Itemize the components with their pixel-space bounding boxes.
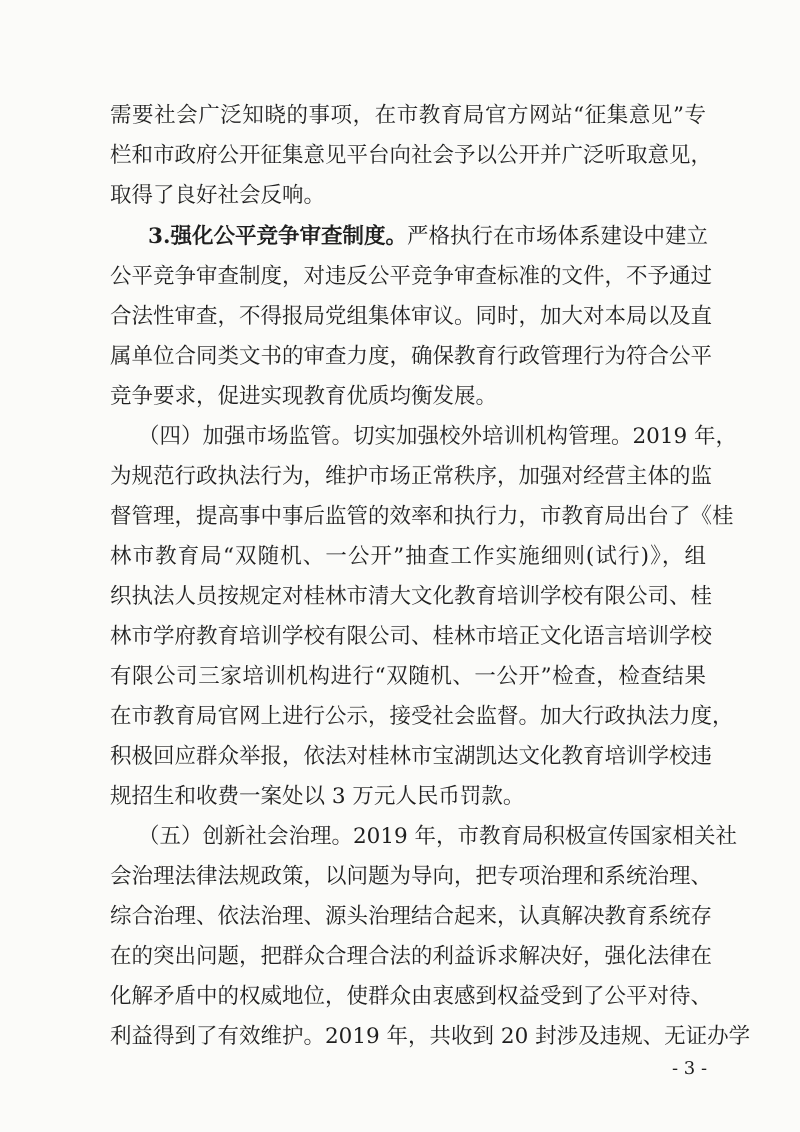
text-line-content: 严格执行在市场体系建设中建立 [406,224,708,249]
text-line: 合法性审查，不得报局党组集体审议。同时，加大对本局以及直 [110,304,713,329]
text-line: 利益得到了有效维护。2019 年，共收到 20 封涉及违规、无证办学 [110,1024,751,1049]
text-line: 需要社会广泛知晓的事项，在市教育局官方网站“征集意见”专 [110,103,706,128]
text-line: 竞争要求，促进实现教育优质均衡发展。 [110,384,498,409]
text-line: 积极回应群众举报，依法对桂林市宝湖凯达文化教育培训学校违 [110,744,713,769]
text-line: 在市教育局官网上进行公示，接受社会监督。加大行政执法力度， [110,704,734,729]
page-number: - 3 - [672,1058,708,1079]
text-line: 规招生和收费一案处以 3 万元人民币罚款。 [110,784,525,809]
section-heading: 3.强化公平竞争审查制度。 [148,224,407,249]
text-line: 化解矛盾中的权威地位，使群众由衷感到权益受到了公平对待、 [110,984,713,1009]
text-line: （四）加强市场监管。切实加强校外培训机构管理。2019 年， [138,424,738,449]
text-line: 综合治理、依法治理、源头治理结合起来，认真解决教育系统存 [110,904,713,929]
text-line: 督管理，提高事中事后监管的效率和执行力，市教育局出台了《桂 [110,504,734,529]
text-line: 属单位合同类文书的审查力度，确保教育行政管理行为符合公平 [110,344,713,369]
text-line: 公平竞争审查制度，对违反公平竞争审查标准的文件，不予通过 [110,264,713,289]
text-line: 林市教育局“双随机、一公开”抽查工作实施细则(试行)》，组 [110,544,706,569]
text-line: 林市学府教育培训学校有限公司、桂林市培正文化语言培训学校 [110,624,713,649]
text-line: 取得了良好社会反响。 [110,183,326,208]
text-line: 织执法人员按规定对桂林市清大文化教育培训学校有限公司、桂 [110,584,713,609]
text-line: 在的突出问题，把群众合理合法的利益诉求解决好，强化法律在 [110,944,713,969]
text-line [148,222,706,252]
text-line: 为规范行政执法行为，维护市场正常秩序，加强对经营主体的监 [110,464,713,489]
text-line: （五）创新社会治理。2019 年，市教育局积极宣传国家相关社 [138,824,738,849]
text-line: 栏和市政府公开征集意见平台向社会予以公开并广泛听取意见， [110,143,713,168]
text-line: 会治理法律法规政策，以问题为导向，把专项治理和系统治理、 [110,864,713,889]
text-line: 有限公司三家培训机构进行“双随机、一公开”检查，检查结果 [110,664,706,689]
